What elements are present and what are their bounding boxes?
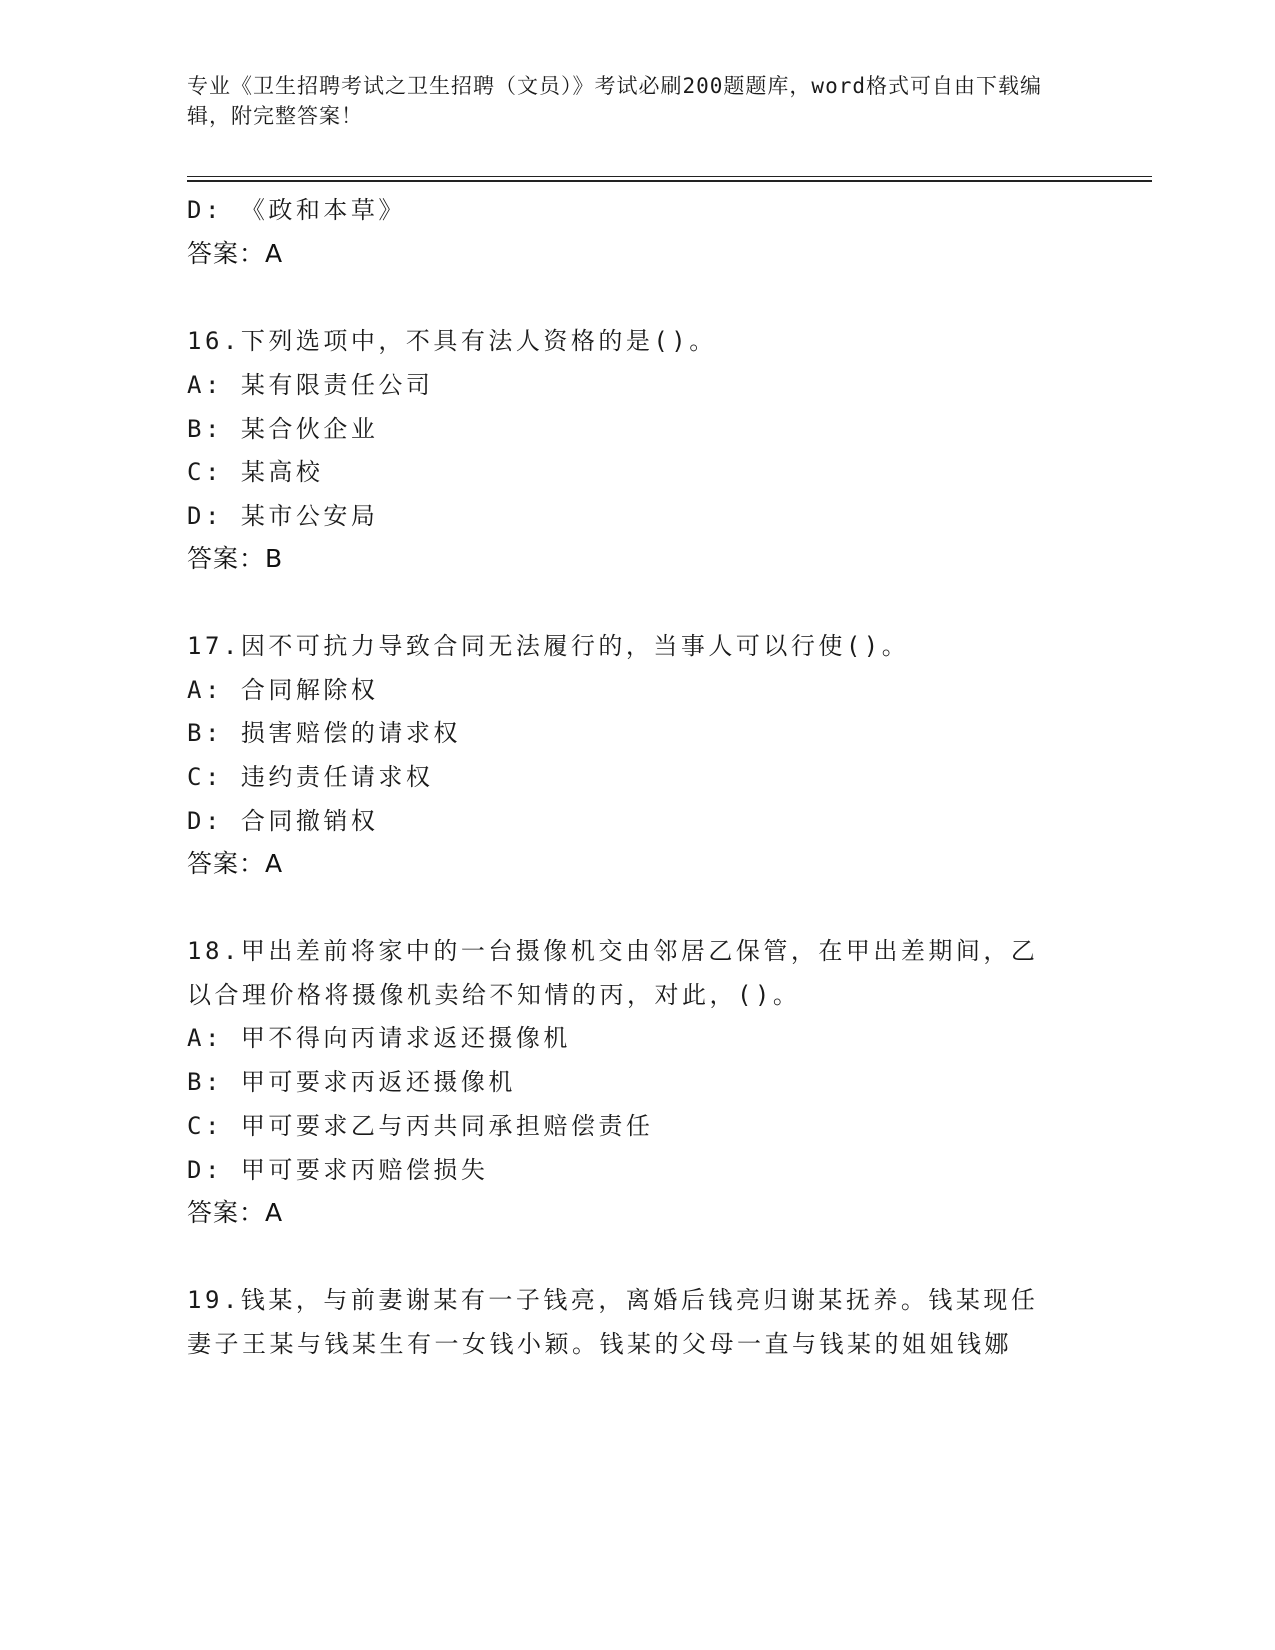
q15-option-d: D: 《政和本草》 bbox=[187, 196, 406, 224]
q17-option-d: D: 合同撤销权 bbox=[187, 807, 379, 835]
q18-option-d: D: 甲可要求丙赔偿损失 bbox=[187, 1156, 489, 1184]
q18-option-c: C: 甲可要求乙与丙共同承担赔偿责任 bbox=[187, 1112, 654, 1140]
q19-stem-line-2: 妻子王某与钱某生有一女钱小颖。钱某的父母一直与钱某的姐姐钱娜 bbox=[187, 1330, 1012, 1358]
q17-option-b: B: 损害赔偿的请求权 bbox=[187, 719, 461, 747]
q17-option-a: A: 合同解除权 bbox=[187, 676, 379, 704]
q18-option-b: B: 甲可要求丙返还摄像机 bbox=[187, 1068, 516, 1096]
q16-stem: 16.下列选项中，不具有法人资格的是()。 bbox=[187, 327, 717, 355]
q16-answer: 答案：B bbox=[187, 544, 284, 573]
q19-stem-line-1: 19.钱某，与前妻谢某有一子钱亮，离婚后钱亮归谢某抚养。钱某现任 bbox=[187, 1286, 1039, 1314]
q16-option-c: C: 某高校 bbox=[187, 458, 324, 486]
header-rule-thin bbox=[187, 176, 1152, 177]
q18-stem-line-2: 以合理价格将摄像机卖给不知情的丙，对此，()。 bbox=[187, 981, 801, 1009]
q17-answer: 答案：A bbox=[187, 849, 284, 878]
q18-stem-line-1: 18.甲出差前将家中的一台摄像机交由邻居乙保管，在甲出差期间，乙 bbox=[187, 937, 1039, 965]
document-header: 专业《卫生招聘考试之卫生招聘（文员）》考试必刷200题题库，word格式可自由下载编辑，附完整答案！ bbox=[187, 74, 1042, 128]
q16-option-b: B: 某合伙企业 bbox=[187, 415, 379, 443]
q18-answer: 答案：A bbox=[187, 1198, 284, 1227]
header-rule-thick bbox=[187, 180, 1152, 182]
q17-stem: 17.因不可抗力导致合同无法履行的，当事人可以行使()。 bbox=[187, 632, 910, 660]
q18-option-a: A: 甲不得向丙请求返还摄像机 bbox=[187, 1024, 571, 1052]
q17-option-c: C: 违约责任请求权 bbox=[187, 763, 434, 791]
q16-option-a: A: 某有限责任公司 bbox=[187, 371, 434, 399]
q15-answer: 答案：A bbox=[187, 239, 284, 268]
q16-option-d: D: 某市公安局 bbox=[187, 502, 379, 530]
